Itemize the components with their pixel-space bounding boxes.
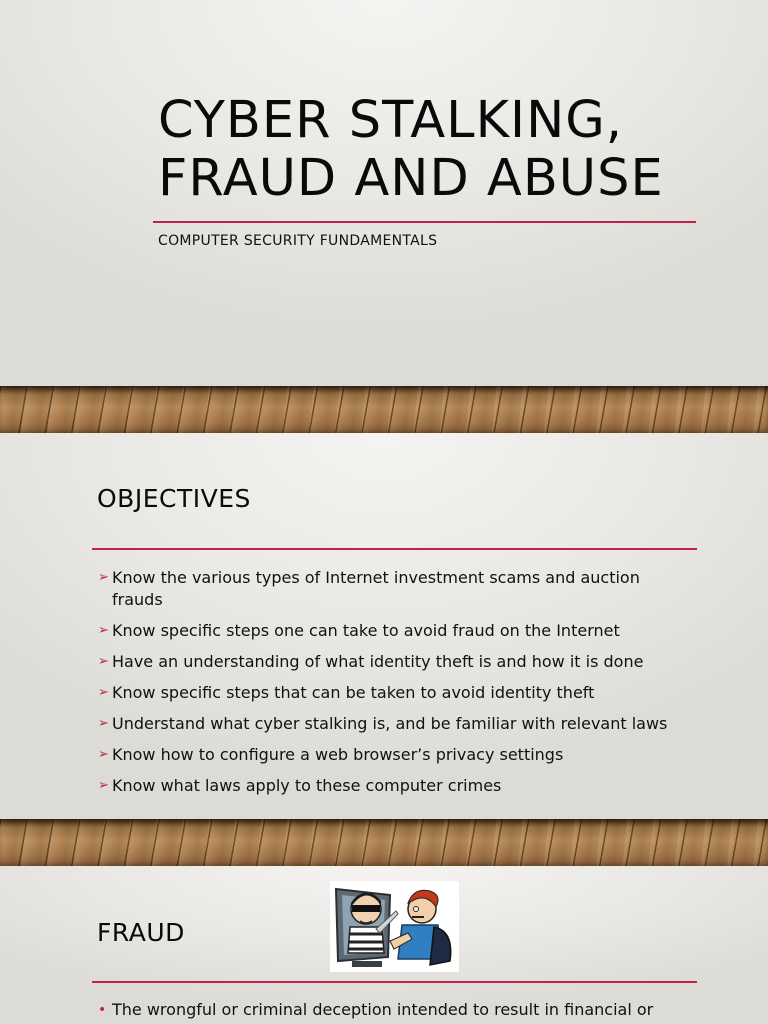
list-item: ➢ Understand what cyber stalking is, and be familiar with relevant laws	[98, 714, 668, 733]
list-item: ➢ Have an understanding of what identity theft is and how it is done	[98, 652, 644, 671]
list-item: ➢ Know specific steps that can be taken to avoid identity theft	[98, 683, 595, 702]
arrow-bullet-icon: ➢	[98, 747, 109, 762]
list-item: ➢ Know specific steps one can take to avoid fraud on the Internet	[98, 621, 620, 640]
wood-floor-divider	[0, 386, 768, 433]
cartoon-thief-icon	[330, 881, 459, 972]
slide-subtitle: COMPUTER SECURITY FUNDAMENTALS	[158, 233, 438, 249]
arrow-bullet-icon: ➢	[98, 685, 109, 700]
dot-bullet-icon: •	[98, 1002, 107, 1018]
objectives-heading: OBJECTIVES	[97, 484, 251, 513]
wood-floor-divider	[0, 819, 768, 866]
arrow-bullet-icon: ➢	[98, 654, 109, 669]
list-item: ➢ Know what laws apply to these computer crimes	[98, 776, 502, 795]
fraud-list	[98, 999, 678, 1021]
slide-title	[0, 0, 768, 386]
list-item: ➢ Know the various types of Internet investment scams and auction frauds	[98, 568, 640, 609]
fraud-divider	[92, 981, 697, 983]
title-divider	[153, 221, 696, 223]
objectives-divider	[92, 548, 697, 550]
objectives-list	[98, 567, 678, 797]
list-item: ➢ Know how to configure a web browser’s privacy settings	[98, 745, 564, 764]
arrow-bullet-icon: ➢	[98, 623, 109, 638]
arrow-bullet-icon: ➢	[98, 778, 109, 793]
slide-objectives	[0, 433, 768, 819]
arrow-bullet-icon: ➢	[98, 570, 109, 585]
fraud-heading: FRAUD	[97, 918, 185, 947]
arrow-bullet-icon: ➢	[98, 716, 109, 731]
slide-title-text: CYBER STALKING, FRAUD AND ABUSE	[158, 91, 664, 208]
list-item: • The wrongful or criminal deception intended to result in financial or	[98, 1000, 654, 1019]
